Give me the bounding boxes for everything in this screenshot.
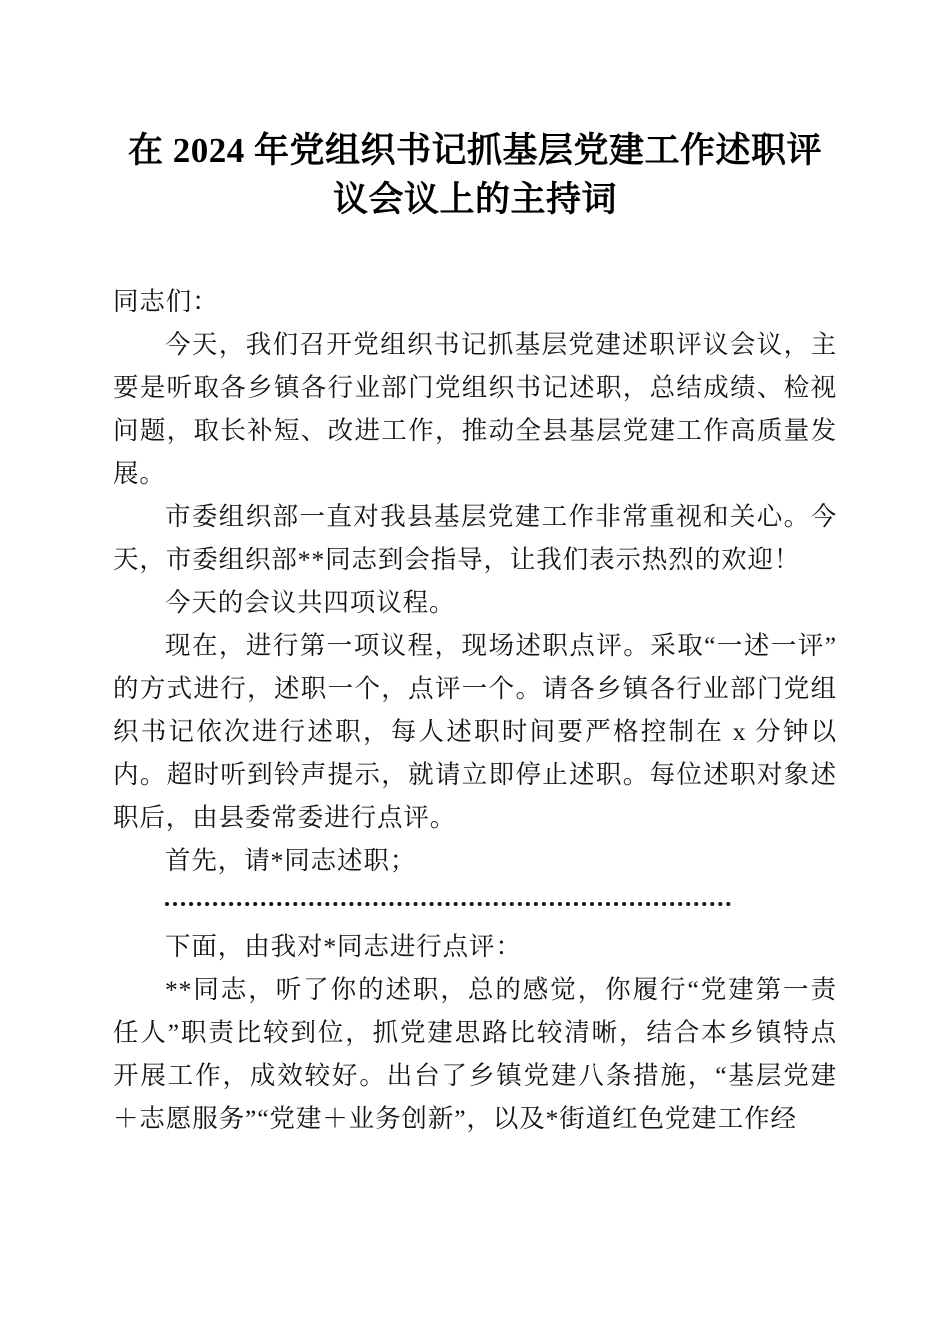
body-paragraph-3: 今天的会议共四项议程。	[165, 588, 456, 617]
body-paragraph-7: **同志，听了你的述职，总的感觉，你履行“党建第一责任人”职责比较到位，抓党建思路比较清晰，结合本乡镇特点开展工作，成效较好。出台了乡镇党建八条措施，“基层党建＋志愿服务”“党建＋业务创新”，以及*街道红色党建工作经	[113, 975, 837, 1133]
document-body	[113, 0, 837, 1140]
body-paragraph-4: 现在，进行第一项议程，现场述职点评。采取“一述一评”的方式进行，述职一个，点评一个。请各乡镇各行业部门党组织书记依次进行述职，每人述职时间要严格控制在 x 分钟以内。超时听到铃声提示，就请立即停止述职。每位述职对象述职后，由县委常委进行点评。	[113, 631, 837, 832]
body-paragraph-6: 下面，由我对*同志进行点评：	[165, 932, 522, 961]
page-title: 在 2024 年党组织书记抓基层党建工作述职评议会议上的主持词	[127, 131, 822, 219]
dotted-separator	[113, 882, 837, 925]
body-paragraph-1: 今天，我们召开党组织书记抓基层党建述职评议会议，主要是听取各乡镇各行业部门党组织书记述职，总结成绩、检视问题，取长补短、改进工作，推动全县基层党建工作高质量发展。	[113, 330, 837, 488]
salutation-paragraph: 同志们：	[113, 287, 219, 316]
dotted-separator-rule	[165, 902, 731, 906]
body-paragraph-2: 市委组织部一直对我县基层党建工作非常重视和关心。今天，市委组织部**同志到会指导，让我们表示热烈的欢迎！	[113, 502, 837, 574]
body-paragraph-5: 首先，请*同志述职；	[165, 846, 417, 875]
